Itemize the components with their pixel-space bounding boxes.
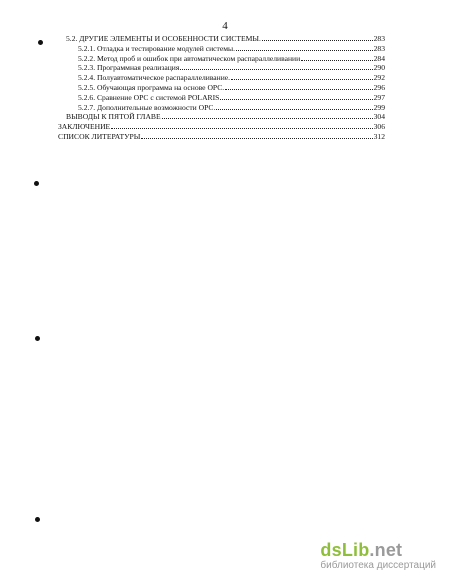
toc-leader-dots — [111, 127, 372, 129]
watermark-subtitle: библиотека диссертаций — [320, 560, 436, 571]
toc-leader-dots — [262, 39, 373, 41]
toc-entry-page: 290 — [373, 63, 385, 73]
toc-entry — [58, 122, 385, 132]
toc-leader-dots — [162, 117, 373, 119]
binder-hole-mark — [35, 517, 40, 522]
toc-entry-page: 297 — [373, 92, 385, 102]
binder-hole-mark — [34, 181, 39, 186]
toc-entry-page: 304 — [373, 112, 385, 122]
toc-leader-dots — [141, 137, 372, 139]
toc-entry — [58, 34, 385, 44]
toc-entry-page: 292 — [373, 73, 385, 83]
dslib-watermark — [320, 540, 436, 572]
toc-entry — [58, 54, 385, 64]
toc-entry-page: 283 — [373, 43, 385, 53]
toc-entry — [58, 83, 385, 93]
toc-entry-label: 5.2.5. Обучающая программа на основе ОРС. — [78, 82, 225, 92]
toc-leader-dots — [231, 78, 373, 80]
toc-leader-dots — [236, 49, 373, 51]
toc-entry-page: 284 — [373, 53, 385, 63]
toc-entry-page: 296 — [373, 82, 385, 92]
toc-entry — [58, 132, 385, 142]
toc-leader-dots — [225, 88, 372, 90]
toc-entry — [58, 103, 385, 113]
logo-lib: Lib — [341, 540, 370, 560]
toc-entry — [58, 93, 385, 103]
toc-entry-page: 312 — [373, 131, 385, 141]
toc-entry — [58, 112, 385, 122]
toc-entry-label: 5.2.4. Полуавтоматическое распараллеливание. — [78, 73, 231, 83]
toc-entry-label: СПИСОК ЛИТЕРАТУРЫ — [58, 131, 141, 141]
binder-hole-mark — [35, 336, 40, 341]
toc-entry-label: 5.2.1. Отладка и тестирование модулей системы. — [78, 43, 236, 53]
toc-entry — [58, 44, 385, 54]
logo-net: .net — [369, 540, 403, 560]
toc-entry — [58, 63, 385, 73]
table-of-contents — [58, 34, 385, 142]
toc-entry-label: 5.2.3. Программная реализация — [78, 63, 180, 73]
dslib-logo — [320, 540, 436, 560]
toc-leader-dots — [180, 68, 372, 70]
page-number: 4 — [222, 20, 228, 32]
toc-leader-dots — [220, 98, 372, 100]
toc-entry-label: 5.2. ДРУГИЕ ЭЛЕМЕНТЫ И ОСОБЕННОСТИ СИСТЕМЫ. — [66, 34, 261, 43]
toc-entry — [58, 73, 385, 83]
toc-entry-label: 5.2.6. Сравнение ОРС с системой POLARIS — [78, 92, 220, 102]
toc-leader-dots — [216, 108, 372, 110]
toc-entry-page: 283 — [373, 34, 385, 43]
toc-leader-dots — [301, 59, 372, 61]
binder-hole-mark — [38, 40, 43, 45]
logo-ds: ds — [320, 540, 342, 560]
toc-entry-label: 5.2.7. Дополнительные возможности ОРС. — [78, 102, 216, 112]
toc-entry-page: 299 — [373, 102, 385, 112]
toc-entry-label: ВЫВОДЫ К ПЯТОЙ ГЛАВЕ — [66, 112, 161, 122]
toc-entry-page: 306 — [373, 122, 385, 132]
toc-entry-label: 5.2.2. Метод проб и ошибок при автоматическом распараллеливании — [78, 53, 301, 63]
toc-entry-label: ЗАКЛЮЧЕНИЕ — [58, 122, 111, 132]
